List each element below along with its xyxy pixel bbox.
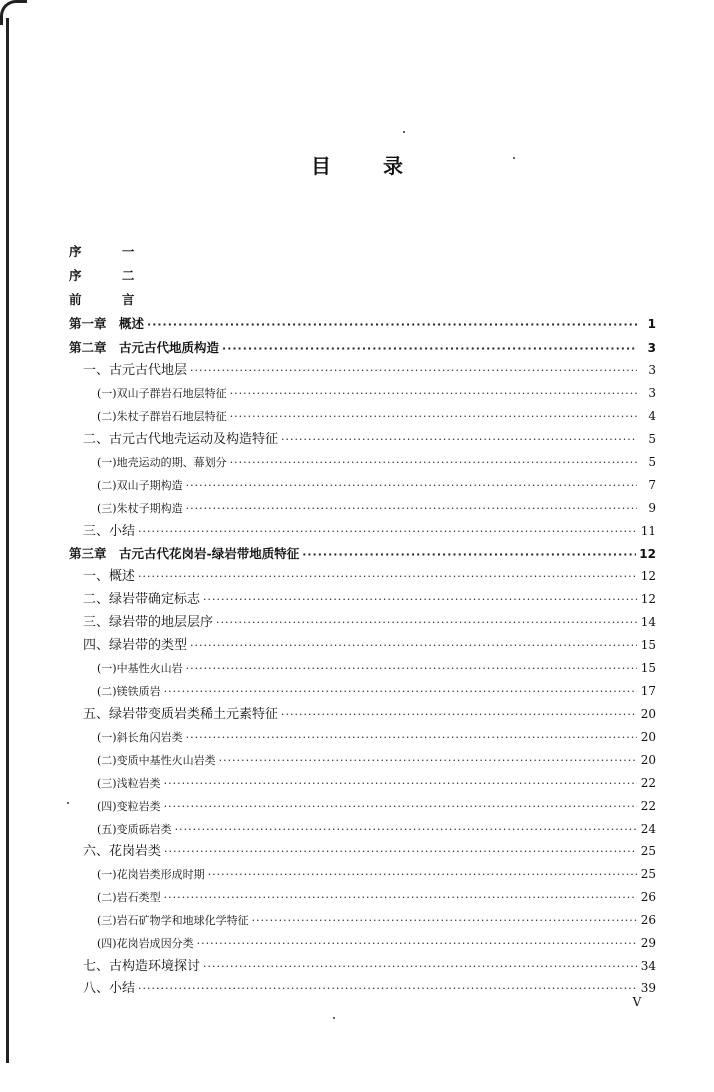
- dot-leader: [190, 360, 637, 382]
- toc-label: 三、小结: [83, 524, 136, 539]
- dot-leader: [230, 452, 637, 474]
- toc-entry-section[interactable]: [83, 703, 656, 725]
- toc-label: 七、古构造环境探讨: [83, 959, 201, 974]
- toc-label: 二、绿岩带确定标志: [83, 592, 201, 607]
- toc-label: (三)朱杖子期构造: [97, 502, 183, 515]
- toc-entry-subsection[interactable]: [97, 451, 656, 473]
- toc-page: 14: [640, 615, 656, 629]
- scan-corner-mark: [0, 0, 27, 25]
- toc-front-preface-1[interactable]: [69, 241, 152, 263]
- toc-page: 3: [647, 341, 656, 355]
- toc-label: (一)斜长角闪岩类: [97, 731, 183, 744]
- toc-entry-section[interactable]: [83, 520, 656, 542]
- toc-entry-chapter-1[interactable]: [69, 313, 656, 335]
- dot-leader: [219, 750, 637, 772]
- toc-page: 3: [648, 363, 656, 377]
- toc-entry-section[interactable]: [83, 840, 656, 862]
- toc-page: 29: [640, 936, 656, 950]
- toc-label: (一)中基性火山岩: [97, 662, 183, 675]
- dot-leader: [147, 314, 637, 336]
- dot-leader: [186, 727, 637, 749]
- scan-speck: [403, 131, 405, 133]
- toc-entry-section[interactable]: [83, 428, 656, 450]
- scan-speck: [333, 1017, 335, 1019]
- toc-page: 4: [648, 409, 656, 423]
- toc-page: 15: [640, 661, 656, 675]
- dot-leader: [164, 887, 637, 909]
- toc-page: 20: [640, 753, 656, 767]
- toc-entry-subsection[interactable]: [97, 474, 656, 496]
- toc-page: 5: [648, 455, 656, 469]
- dot-leader: [216, 612, 637, 634]
- dot-leader: [164, 841, 637, 863]
- toc-label: (三)浅粒岩类: [97, 777, 161, 790]
- dot-leader: [197, 933, 637, 955]
- toc-entry-subsection[interactable]: [97, 886, 656, 908]
- toc-label: (二)双山子期构造: [97, 479, 183, 492]
- toc-page: 20: [640, 707, 656, 721]
- toc-entry-subsection[interactable]: [97, 909, 656, 931]
- scan-speck: [513, 157, 515, 159]
- toc-label: 序 一: [69, 244, 153, 259]
- toc-label: (四)变粒岩类: [97, 800, 161, 813]
- toc-entry-subsection[interactable]: [97, 497, 656, 519]
- dot-leader: [186, 475, 637, 497]
- toc-page: 12: [640, 569, 656, 583]
- title-char-2: 录: [383, 154, 403, 178]
- toc-entry-section[interactable]: [83, 955, 656, 977]
- toc-page: 22: [640, 799, 656, 813]
- toc-entry-subsection[interactable]: [97, 680, 656, 702]
- toc-label: (二)镁铁质岩: [97, 685, 161, 698]
- toc-label: 八、小结: [83, 981, 136, 996]
- title-char-1: 目: [311, 154, 331, 178]
- dot-leader: [138, 566, 637, 588]
- dot-leader: [281, 704, 637, 726]
- toc-label: 五、绿岩带变质岩类稀土元素特征: [83, 707, 279, 722]
- dot-leader: [138, 978, 637, 1000]
- toc-page: 9: [648, 501, 656, 515]
- toc-page: 20: [640, 730, 656, 744]
- toc-entry-subsection[interactable]: [97, 749, 656, 771]
- toc-entry-subsection[interactable]: [97, 772, 656, 794]
- dot-leader: [252, 910, 637, 932]
- toc-entry-section[interactable]: [83, 359, 656, 381]
- toc-entry-section[interactable]: [83, 977, 656, 999]
- scan-speck: [67, 802, 69, 804]
- toc-label: 第二章 古元古代地质构造: [69, 340, 220, 355]
- toc-entry-chapter-3[interactable]: [69, 543, 656, 565]
- toc-label: 三、绿岩带的地层层序: [83, 615, 214, 630]
- dot-leader: [203, 589, 637, 611]
- toc-label: 一、概述: [83, 569, 136, 584]
- toc-page: 3: [648, 386, 656, 400]
- toc-entry-subsection[interactable]: [97, 863, 656, 885]
- dot-leader: [222, 338, 637, 360]
- dot-leader: [164, 681, 637, 703]
- dot-leader: [164, 796, 637, 818]
- dot-leader: [138, 521, 637, 543]
- page-number: V: [632, 995, 642, 1009]
- toc-front-preface-2[interactable]: [69, 265, 152, 287]
- toc-label: (四)花岗岩成因分类: [97, 937, 194, 950]
- toc-label: (二)朱杖子群岩石地层特征: [97, 410, 227, 423]
- toc-entry-chapter-2[interactable]: [69, 337, 656, 359]
- toc-entry-subsection[interactable]: [97, 795, 656, 817]
- toc-label: (三)岩石矿物学和地球化学特征: [97, 914, 249, 927]
- toc-page: 25: [640, 844, 656, 858]
- toc-entry-subsection[interactable]: [97, 818, 656, 840]
- toc-entry-subsection[interactable]: [97, 405, 656, 427]
- toc-page: 17: [640, 684, 656, 698]
- dot-leader: [230, 383, 637, 405]
- toc-page: 39: [640, 981, 656, 995]
- dot-leader: [186, 498, 637, 520]
- toc-label: (二)变质中基性火山岩类: [97, 754, 216, 767]
- toc-entry-section[interactable]: [83, 634, 656, 656]
- toc-page: 24: [640, 822, 656, 836]
- toc-label: 序 二: [69, 268, 153, 283]
- toc-entry-section[interactable]: [83, 565, 656, 587]
- toc-label: 第三章 古元古代花岗岩-绿岩带地质特征: [69, 546, 300, 561]
- toc-label: (五)变质砾岩类: [97, 823, 172, 836]
- dot-leader: [190, 635, 637, 657]
- dot-leader: [208, 864, 637, 886]
- toc-label: 二、古元古代地壳运动及构造特征: [83, 432, 279, 447]
- toc-page: 1: [647, 317, 656, 331]
- toc-page: 22: [640, 776, 656, 790]
- toc-label: (一)花岗岩类形成时期: [97, 868, 205, 881]
- toc-page: 25: [640, 867, 656, 881]
- toc-label: (一)地壳运动的期、幕划分: [97, 456, 227, 469]
- toc-page: 12: [640, 592, 656, 606]
- dot-leader: [302, 544, 636, 566]
- toc-front-foreword[interactable]: [69, 289, 152, 311]
- dot-leader: [281, 429, 637, 451]
- dot-leader: [203, 956, 637, 978]
- dot-leader: [164, 773, 637, 795]
- page-title: [0, 150, 714, 190]
- toc-entry-subsection[interactable]: [97, 382, 656, 404]
- toc-page: 12: [639, 547, 656, 561]
- toc-page: 5: [648, 432, 656, 446]
- toc-entry-section[interactable]: [83, 611, 656, 633]
- dot-leader: [175, 819, 637, 841]
- toc-label: (二)岩石类型: [97, 891, 161, 904]
- toc-page: 26: [640, 890, 656, 904]
- toc-page: 11: [640, 524, 656, 538]
- toc-label: 六、花岗岩类: [83, 844, 162, 859]
- dot-leader: [230, 406, 637, 428]
- toc-entry-section[interactable]: [83, 588, 656, 610]
- toc-page: 34: [640, 959, 656, 973]
- toc-label: 第一章 概述: [69, 316, 145, 331]
- toc-label: 一、古元古代地层: [83, 363, 188, 378]
- toc-label: 四、绿岩带的类型: [83, 638, 188, 653]
- toc-label: (一)双山子群岩石地层特征: [97, 387, 227, 400]
- toc-entry-subsection[interactable]: [97, 932, 656, 954]
- toc-page: 26: [640, 913, 656, 927]
- toc-page: 15: [640, 638, 656, 652]
- toc-entry-subsection[interactable]: [97, 657, 656, 679]
- dot-leader: [186, 658, 637, 680]
- toc-page: 7: [648, 478, 656, 492]
- toc-label: 前 言: [69, 292, 153, 307]
- toc-entry-subsection[interactable]: [97, 726, 656, 748]
